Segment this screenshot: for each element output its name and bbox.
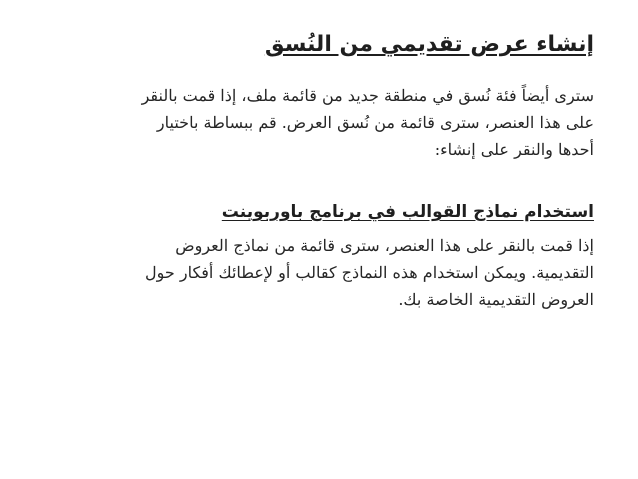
intro-line: أحدها والنقر على إنشاء: [434, 140, 594, 159]
intro-line: سترى أيضاً فئة نُسق في منطقة جديد من قائمة ملف، إذا قمت بالنقر [141, 86, 594, 105]
body-line: العروض التقديمية الخاصة بك. [398, 290, 594, 309]
slide-title: إنشاء عرض تقديمي من النُسق [264, 32, 594, 57]
body-line: التقديمية. ويمكن استخدام هذه النماذج كقالب أو لإعطائك أفكار حول [144, 263, 594, 282]
body-line: إذا قمت بالنقر على هذا العنصر، سترى قائمة من نماذج العروض [175, 236, 594, 255]
intro-line: على هذا العنصر، سترى قائمة من نُسق العرض. قم ببساطة باختيار [156, 113, 594, 132]
body-paragraph [34, 232, 594, 313]
section-subheading: استخدام نماذج القوالب في برنامج باوربوينت [221, 202, 594, 222]
intro-paragraph [34, 82, 594, 163]
